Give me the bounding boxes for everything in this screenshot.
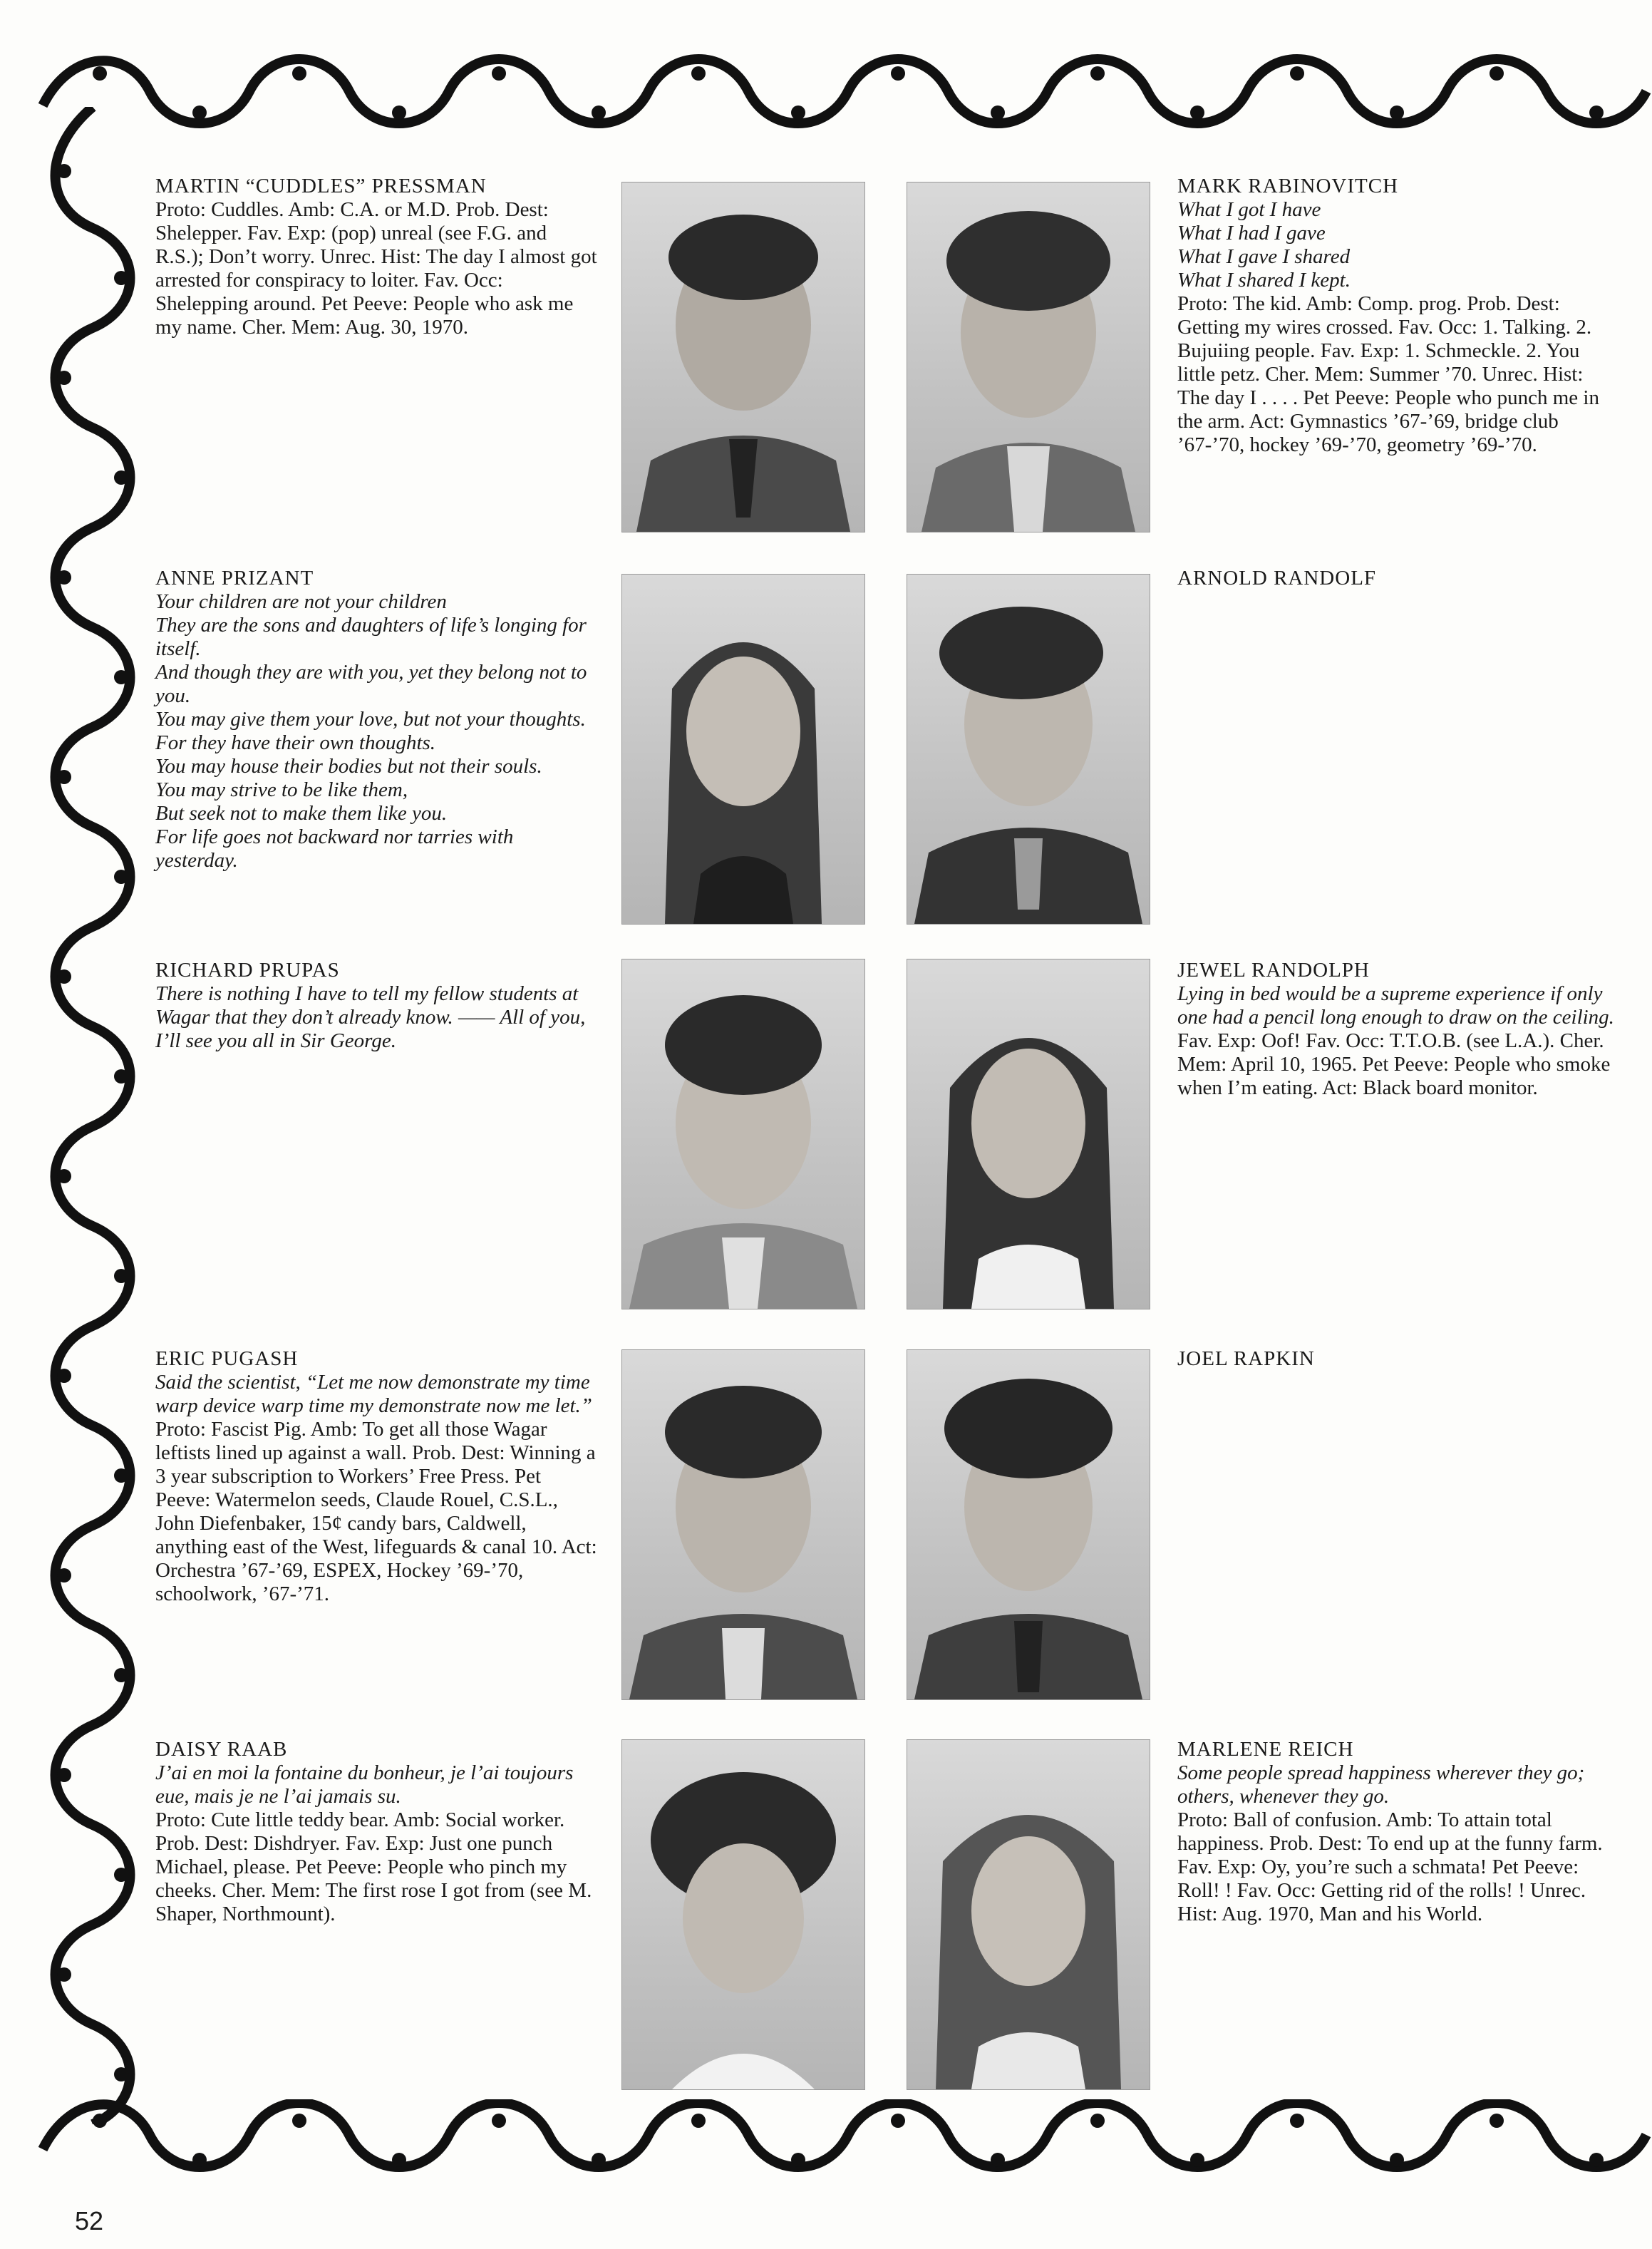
student-quote: Your children are not your children They are the sons and daughters of life’s longing for itself. And though they are with you, yet they belong not to you. You may give them your love, but not your thoughts. For they have their own thoughts. You may house their bodies but not their souls. You may strive to be like them, But seek not to make them like you. For life goes not backward nor tarries with yesterday. [155, 590, 587, 872]
ornamental-border-bottom [29, 2099, 1652, 2206]
entry-jewel-randolph [1177, 959, 1619, 1100]
student-details: Proto: Ball of confusion. Amb: To attain total happiness. Prob. Dest: To end up at the funny farm. Fav. Exp: Oy, you’re such a schmata! Pet Peeve: Roll! ! Fav. Occ: Getting rid of the rolls! ! Unrec. Hist: Aug. 1970, Man and his World. [1177, 1808, 1603, 1925]
entry-anne-prizant [155, 567, 597, 873]
ornamental-border-top [29, 34, 1652, 141]
entry-richard-prupas [155, 959, 597, 1053]
student-details: Proto: Cuddles. Amb: C.A. or M.D. Prob. Dest: Shelepper. Fav. Exp: (pop) unreal (see F.G. and R.S.); Don’t worry. Unrec. Hist: The day I almost got arrested for conspiracy to loiter. Fav. Occ: Shelepping around. Pet Peeve: People who ask me my name. Cher. Mem: Aug. 30, 1970. [155, 198, 597, 339]
portrait-photo-eric-pugash [621, 1349, 865, 1700]
student-name: ANNE PRIZANT [155, 567, 314, 590]
student-name: RICHARD PRUPAS [155, 959, 340, 982]
ornamental-border-left [29, 107, 157, 2124]
portrait-photo-arnold-randolf [907, 574, 1150, 925]
student-name: MARLENE REICH [1177, 1738, 1354, 1761]
student-name: JEWEL RANDOLPH [1177, 959, 1370, 982]
student-name: JOEL RAPKIN [1177, 1347, 1315, 1370]
portrait-photo-martin-pressman [621, 182, 865, 532]
student-quote: What I got I have What I had I gave What I gave I shared What I shared I kept. [1177, 198, 1351, 292]
student-details: Fav. Exp: Oof! Fav. Occ: T.T.O.B. (see L.A.). Cher. Mem: April 10, 1965. Pet Peeve: People who smoke when I’m eating. Act: Black board monitor. [1177, 1029, 1611, 1099]
portrait-photo-joel-rapkin [907, 1349, 1150, 1700]
student-quote: J’ai en moi la fontaine du bonheur, je l’ai toujours eue, mais je ne l’ai jamais su. [155, 1761, 574, 1808]
portrait-photo-daisy-raab [621, 1739, 865, 2090]
entry-marlene-reich [1177, 1738, 1619, 1926]
entry-daisy-raab [155, 1738, 597, 1926]
student-details: Proto: The kid. Amb: Comp. prog. Prob. Dest: Getting my wires crossed. Fav. Occ: 1. Talking. 2. Bujuiing people. Fav. Exp: 1. Schmeckle. 2. You little petz. Cher. Mem: Summer ’70. Unrec. Hist: The day I . . . . Pet Peeve: People who punch me in the arm. Act: Gymnastics ’67-’69, bridge club ’67-’70, hockey ’69-’70, geometry ’69-’70. [1177, 292, 1599, 456]
entry-mark-rabinovitch [1177, 175, 1619, 457]
student-name: ERIC PUGASH [155, 1347, 299, 1370]
portrait-photo-jewel-randolph [907, 959, 1150, 1309]
entry-joel-rapkin [1177, 1347, 1619, 1371]
student-quote: Lying in bed would be a supreme experience if only one had a pencil long enough to draw on the ceiling. [1177, 982, 1614, 1029]
portrait-photo-mark-rabinovitch [907, 182, 1150, 532]
entry-martin-pressman [155, 175, 597, 339]
page-number: 52 [75, 2206, 104, 2235]
student-name: MARK RABINOVITCH [1177, 175, 1399, 197]
student-name: DAISY RAAB [155, 1738, 288, 1761]
entry-eric-pugash [155, 1347, 597, 1606]
portrait-photo-marlene-reich [907, 1739, 1150, 2090]
portrait-photo-richard-prupas [621, 959, 865, 1309]
student-name: ARNOLD RANDOLF [1177, 567, 1377, 590]
student-details: Proto: Fascist Pig. Amb: To get all those Wagar leftists lined up against a wall. Prob. Dest: Winning a 3 year subscription to Workers’ Free Press. Pet Peeve: Watermelon seeds, Claude Rouel, C.S.L., John Diefenbaker, 15¢ candy bars, Caldwell, anything east of the West, lifeguards & canal 10. Act: Orchestra ’67-’69, ESPEX, Hockey ’69-’70, schoolwork, ’67-’71. [155, 1418, 597, 1605]
entry-arnold-randolf [1177, 567, 1619, 590]
student-name: MARTIN “CUDDLES” PRESSMAN [155, 175, 487, 197]
portrait-photo-anne-prizant [621, 574, 865, 925]
student-quote: Said the scientist, “Let me now demonstrate my time warp device warp time my demonstrate now me let.” [155, 1371, 592, 1417]
student-quote: Some people spread happiness wherever they go; others, whenever they go. [1177, 1761, 1585, 1808]
student-quote: There is nothing I have to tell my fellow students at Wagar that they don’t already know. —— All of you, I’ll see you all in Sir George. [155, 982, 586, 1052]
student-details: Proto: Cute little teddy bear. Amb: Social worker. Prob. Dest: Dishdryer. Fav. Exp: Just one punch Michael, please. Pet Peeve: People who pinch my cheeks. Cher. Mem: The first rose I got from (see M. Shaper, Northmount). [155, 1808, 592, 1925]
